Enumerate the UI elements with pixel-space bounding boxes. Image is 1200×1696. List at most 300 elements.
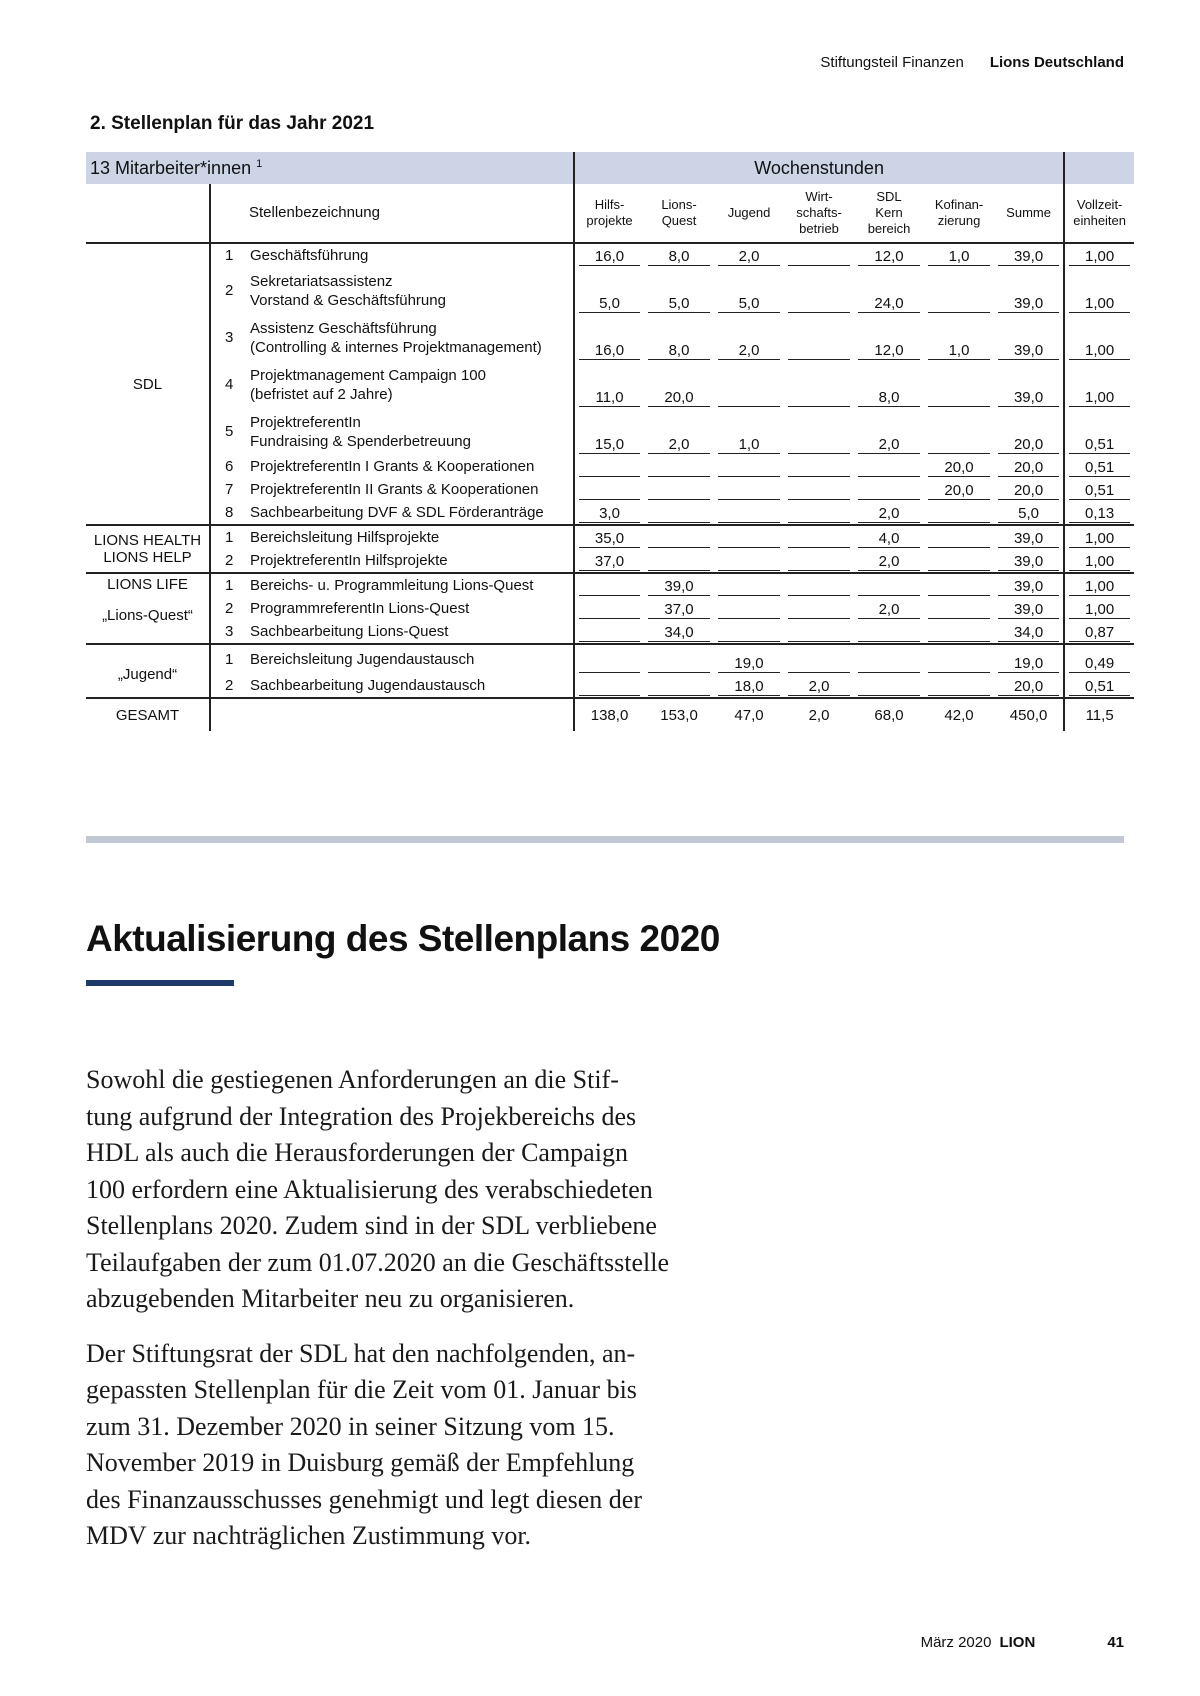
group-label: LIONS HEALTH (93, 532, 202, 549)
hours-value: 15,0 (579, 436, 640, 454)
hours-cell (784, 267, 854, 314)
hours-value: 0,49 (1069, 655, 1130, 673)
hours-value (788, 482, 850, 500)
hours-cell (854, 243, 924, 267)
hours-value: 24,0 (858, 295, 920, 313)
footer-magazine: LION (999, 1634, 1036, 1651)
hours-cell (994, 501, 1064, 525)
table-row (86, 674, 1134, 698)
column-header-line: Kofinan- (934, 197, 984, 212)
hours-value (579, 624, 640, 642)
hours-value (579, 655, 640, 673)
hours-value: 0,51 (1069, 459, 1130, 477)
hours-cell (924, 525, 994, 549)
job-title-line: ProgrammreferentIn Lions-Quest (250, 600, 470, 617)
hours-cell (854, 267, 924, 314)
hours-value (788, 459, 850, 477)
hours-cell (784, 478, 854, 501)
column-header-6 (924, 184, 994, 243)
hours-value (718, 530, 780, 548)
hours-cell (854, 408, 924, 455)
hours-cell (784, 408, 854, 455)
job-title (248, 408, 574, 455)
hours-value (788, 295, 850, 313)
column-header-7 (994, 184, 1064, 243)
staff-plan-table (86, 152, 1134, 731)
page-header (820, 54, 1124, 71)
hours-value (788, 530, 850, 548)
hours-value: 1,00 (1069, 248, 1130, 266)
hours-cell (1064, 314, 1134, 361)
hours-cell (574, 597, 644, 620)
hours-cell (854, 314, 924, 361)
column-header-line: Kern (875, 205, 903, 220)
table-row (86, 361, 1134, 408)
group-label: „Lions-Quest“ (102, 607, 193, 624)
hours-value: 1,0 (718, 436, 780, 454)
hours-cell (854, 644, 924, 674)
hours-cell (644, 501, 714, 525)
job-title-line: (Controlling & internes Projektmanagement) (250, 338, 542, 356)
hours-value (788, 578, 850, 596)
column-header-line: projekte (586, 213, 633, 228)
hours-value (648, 530, 710, 548)
hours-value: 2,0 (858, 553, 920, 571)
hours-cell (1064, 267, 1134, 314)
hours-value (788, 601, 850, 619)
job-title-line: Vorstand & Geschäftsführung (250, 291, 446, 309)
hours-cell (994, 620, 1064, 644)
column-header-line: Lions- (661, 197, 697, 212)
hours-value: 2,0 (648, 436, 710, 454)
row-number: 1 (210, 525, 248, 549)
total-value: 47,0 (714, 698, 784, 731)
header-corner (86, 184, 210, 243)
hours-cell (644, 620, 714, 644)
row-number: 7 (225, 481, 234, 498)
hours-value: 39,0 (998, 553, 1059, 571)
hours-cell (1064, 361, 1134, 408)
hours-cell (924, 478, 994, 501)
employees-count-cell (86, 152, 574, 184)
total-value: 2,0 (784, 698, 854, 731)
title-underline (86, 980, 234, 986)
job-title (248, 674, 574, 698)
hours-cell (784, 674, 854, 698)
hours-cell (854, 620, 924, 644)
hours-cell (854, 501, 924, 525)
hours-value: 39,0 (998, 295, 1059, 313)
table-row (86, 455, 1134, 478)
hours-cell (784, 455, 854, 478)
weekly-hours-header: Wochenstunden (574, 152, 1064, 184)
hours-value: 1,0 (928, 342, 990, 360)
hours-value (788, 505, 850, 523)
hours-cell (714, 597, 784, 620)
hours-value (788, 389, 850, 407)
job-title-header: Stellenbezeichnung (210, 184, 574, 243)
header-row-columns (86, 184, 1134, 243)
hours-value: 12,0 (858, 342, 920, 360)
job-title (248, 573, 574, 597)
hours-cell (574, 501, 644, 525)
hours-cell (924, 408, 994, 455)
page-footer (921, 1634, 1124, 1651)
hours-value (718, 459, 780, 477)
hours-value: 20,0 (998, 678, 1059, 696)
hours-value (928, 505, 990, 523)
row-number: 1 (225, 247, 234, 264)
article-paragraph-1: Sowohl die gestiegenen Anforderungen an die Stif- tung aufgrund der Integration des Projekbereichs des HDL als auch die Herausforderungen der Campaign 100 erfordern eine Aktualisierung des verabschiedeten Stellenplans 2020. Zudem sind in der SDL verbliebene Teilaufgaben der zum 01.07.2020 an die Geschäftsstelle abzugebenden Mitarbeiter neu zu organisieren. (86, 1065, 669, 1313)
hours-value: 20,0 (648, 389, 710, 407)
hours-value: 1,00 (1069, 342, 1130, 360)
hours-value: 2,0 (858, 601, 920, 619)
job-title-line: Projektmanagement Campaign 100 (250, 366, 486, 384)
group-label-cell (86, 573, 210, 644)
job-title (248, 501, 574, 525)
hours-value: 2,0 (858, 505, 920, 523)
hours-value (928, 601, 990, 619)
hours-value: 20,0 (998, 436, 1059, 454)
hours-cell (854, 455, 924, 478)
hours-cell (574, 267, 644, 314)
hours-cell (1064, 478, 1134, 501)
total-value: 450,0 (994, 698, 1064, 731)
row-number: 2 (225, 600, 234, 617)
table-title: 2. Stellenplan für das Jahr 2021 (90, 113, 375, 134)
total-label: GESAMT (86, 698, 210, 731)
total-value: 138,0 (574, 698, 644, 731)
row-number: 3 (225, 623, 234, 640)
table-row (86, 549, 1134, 573)
hours-cell (574, 573, 644, 597)
hours-value: 5,0 (718, 295, 780, 313)
hours-cell (714, 478, 784, 501)
hours-cell (924, 573, 994, 597)
hours-value: 39,0 (998, 578, 1059, 596)
hours-cell (784, 597, 854, 620)
hours-value (648, 655, 710, 673)
hours-cell (784, 501, 854, 525)
hours-cell (574, 408, 644, 455)
hours-cell (644, 525, 714, 549)
total-value: 153,0 (644, 698, 714, 731)
column-header-5 (854, 184, 924, 243)
footer-date: März 2020 (920, 1634, 992, 1651)
hours-value: 2,0 (858, 436, 920, 454)
hours-value: 0,51 (1069, 436, 1130, 454)
hours-cell (854, 361, 924, 408)
hours-value: 11,0 (579, 389, 640, 407)
job-title (248, 455, 574, 478)
hours-cell (1064, 620, 1134, 644)
hours-cell (574, 243, 644, 267)
hours-value (858, 482, 920, 500)
table-row (86, 267, 1134, 314)
hours-value: 2,0 (718, 342, 780, 360)
hours-cell (714, 501, 784, 525)
job-title-line: Sachbearbeitung Lions-Quest (250, 623, 449, 640)
hours-value (579, 459, 640, 477)
job-title (248, 478, 574, 501)
hours-value (928, 624, 990, 642)
hours-value (928, 389, 990, 407)
hours-value: 5,0 (648, 295, 710, 313)
hours-value: 8,0 (858, 389, 920, 407)
row-number: 2 (225, 552, 234, 569)
hours-cell (784, 361, 854, 408)
hours-value (928, 578, 990, 596)
job-title-line: Fundraising & Spenderbetreuung (250, 432, 471, 450)
hours-value (718, 578, 780, 596)
column-header-line: bereich (867, 221, 911, 236)
job-title (248, 314, 574, 361)
hours-cell (644, 243, 714, 267)
hours-cell (784, 314, 854, 361)
hours-value: 16,0 (579, 248, 640, 266)
article-body (86, 1062, 706, 1573)
job-title-line: Sekretariatsassistenz (250, 272, 393, 290)
hours-value: 19,0 (998, 655, 1059, 673)
hours-value (579, 678, 640, 696)
group-label: „Jugend“ (117, 665, 178, 683)
job-title (248, 620, 574, 644)
hours-value: 39,0 (998, 389, 1059, 407)
column-header-line: schafts- (796, 205, 842, 220)
hours-cell (574, 525, 644, 549)
hours-value (858, 655, 920, 673)
hours-cell (644, 573, 714, 597)
hours-value (928, 436, 990, 454)
hours-cell (644, 267, 714, 314)
hours-value (858, 678, 920, 696)
hours-cell (714, 267, 784, 314)
hours-value: 16,0 (579, 342, 640, 360)
hours-value: 1,00 (1069, 601, 1130, 619)
total-value: 68,0 (854, 698, 924, 731)
hours-value (648, 505, 710, 523)
hours-cell (644, 314, 714, 361)
hours-cell (994, 243, 1064, 267)
hours-value (928, 530, 990, 548)
hours-cell (714, 644, 784, 674)
header-section: Stiftungsteil Finanzen (820, 54, 964, 71)
column-header-line: zierung (937, 213, 981, 228)
row-number: 5 (225, 423, 234, 440)
hours-value: 39,0 (998, 342, 1059, 360)
hours-cell (574, 620, 644, 644)
hours-value (579, 482, 640, 500)
total-value: 42,0 (924, 698, 994, 731)
job-title-line: Bereichs- u. Programmleitung Lions-Quest (250, 577, 534, 594)
hours-value (718, 482, 780, 500)
hours-value: 8,0 (648, 342, 710, 360)
hours-cell (924, 620, 994, 644)
row-number: 2 (225, 282, 234, 299)
hours-value (788, 624, 850, 642)
hours-cell (784, 644, 854, 674)
hours-cell (854, 525, 924, 549)
table-row (86, 478, 1134, 501)
hours-value (579, 578, 640, 596)
hours-cell (644, 674, 714, 698)
group-label: LIONS LIFE (107, 576, 188, 593)
hours-value: 5,0 (579, 295, 640, 313)
hours-cell (714, 314, 784, 361)
hours-cell (714, 549, 784, 573)
column-header-2 (644, 184, 714, 243)
hours-cell (994, 644, 1064, 674)
hours-cell (854, 478, 924, 501)
header-row-primary (86, 152, 1134, 184)
hours-cell (994, 549, 1064, 573)
hours-cell (574, 455, 644, 478)
hours-value: 1,00 (1069, 389, 1130, 407)
hours-value: 8,0 (648, 248, 710, 266)
job-title (248, 597, 574, 620)
total-row (86, 698, 1134, 731)
hours-cell (994, 455, 1064, 478)
hours-value: 20,0 (928, 482, 990, 500)
hours-cell (924, 549, 994, 573)
hours-cell (1064, 549, 1134, 573)
hours-cell (994, 361, 1064, 408)
hours-cell (1064, 573, 1134, 597)
hours-cell (994, 408, 1064, 455)
total-blank (210, 698, 574, 731)
hours-value: 0,51 (1069, 482, 1130, 500)
header-blank-cell (1064, 152, 1134, 184)
hours-value: 3,0 (579, 505, 640, 523)
hours-cell (924, 674, 994, 698)
hours-value (788, 553, 850, 571)
hours-cell (784, 525, 854, 549)
hours-value: 34,0 (998, 624, 1059, 642)
table-row (86, 243, 1134, 267)
hours-value (788, 436, 850, 454)
hours-cell (714, 620, 784, 644)
hours-cell (644, 644, 714, 674)
column-header-4 (784, 184, 854, 243)
column-header-line: Jugend (727, 205, 771, 220)
hours-cell (1064, 243, 1134, 267)
hours-value (718, 624, 780, 642)
hours-value: 20,0 (998, 482, 1059, 500)
job-title-line: ProjektreferentIn I Grants & Kooperationen (250, 458, 535, 475)
hours-cell (1064, 525, 1134, 549)
job-title (248, 361, 574, 408)
hours-cell (994, 314, 1064, 361)
page-number: 41 (1107, 1634, 1124, 1651)
hours-value: 37,0 (648, 601, 710, 619)
hours-cell (574, 478, 644, 501)
hours-cell (924, 267, 994, 314)
job-title (248, 267, 574, 314)
column-header-line: Quest (661, 213, 697, 228)
hours-value (718, 601, 780, 619)
hours-cell (714, 408, 784, 455)
hours-value: 39,0 (998, 248, 1059, 266)
hours-cell (714, 361, 784, 408)
job-title (248, 549, 574, 573)
hours-value (858, 624, 920, 642)
hours-cell (574, 361, 644, 408)
column-header-line: SDL (876, 189, 902, 204)
hours-value: 34,0 (648, 624, 710, 642)
job-title-line: Sachbearbeitung DVF & SDL Förderanträge (250, 504, 544, 521)
job-title-line: Geschäftsführung (250, 247, 369, 264)
hours-value: 2,0 (718, 248, 780, 266)
hours-cell (854, 549, 924, 573)
hours-value: 19,0 (718, 655, 780, 673)
hours-cell (574, 644, 644, 674)
job-title (248, 644, 574, 674)
header-brand: Lions Deutschland (989, 54, 1124, 71)
row-number: 2 (225, 677, 234, 694)
section-divider (86, 836, 1124, 843)
hours-value: 0,13 (1069, 505, 1130, 523)
hours-value: 1,0 (928, 248, 990, 266)
table-row (86, 597, 1134, 620)
hours-cell (924, 314, 994, 361)
hours-cell (644, 455, 714, 478)
job-title-line: ProjektreferentIn Hilfsprojekte (250, 552, 448, 569)
column-header-line: Wirt- (805, 189, 833, 204)
table-row (86, 501, 1134, 525)
hours-value: 12,0 (858, 248, 920, 266)
hours-cell (994, 674, 1064, 698)
article-title: Aktualisierung des Stellenplans 2020 (86, 918, 720, 959)
hours-value (579, 601, 640, 619)
hours-value (718, 505, 780, 523)
row-number: 1 (210, 573, 248, 597)
column-header-1 (574, 184, 644, 243)
row-number: 1 (210, 644, 248, 674)
job-title-line: Assistenz Geschäftsführung (250, 319, 437, 337)
hours-value (858, 578, 920, 596)
job-title-line: Bereichsleitung Hilfsprojekte (250, 529, 440, 546)
hours-cell (924, 597, 994, 620)
hours-cell (1064, 597, 1134, 620)
hours-value: 18,0 (718, 678, 780, 696)
hours-value: 1,00 (1069, 295, 1130, 313)
table-row (86, 314, 1134, 361)
table-row (86, 620, 1134, 644)
hours-value: 39,0 (648, 578, 710, 596)
hours-value: 1,00 (1069, 578, 1130, 596)
column-header-line: Summe (1006, 205, 1051, 220)
hours-value: 20,0 (928, 459, 990, 477)
hours-cell (644, 597, 714, 620)
hours-cell (784, 243, 854, 267)
hours-cell (784, 620, 854, 644)
hours-cell (994, 478, 1064, 501)
column-header-line: einheiten (1073, 213, 1127, 228)
hours-cell (994, 525, 1064, 549)
column-header-8 (1064, 184, 1134, 243)
hours-cell (1064, 455, 1134, 478)
hours-value (648, 678, 710, 696)
hours-value: 4,0 (858, 530, 920, 548)
hours-value (718, 389, 780, 407)
hours-value (788, 248, 850, 266)
hours-value: 1,00 (1069, 553, 1130, 571)
hours-cell (574, 549, 644, 573)
hours-cell (1064, 644, 1134, 674)
hours-value (648, 459, 710, 477)
hours-value: 39,0 (998, 530, 1059, 548)
group-label-cell (86, 243, 210, 525)
